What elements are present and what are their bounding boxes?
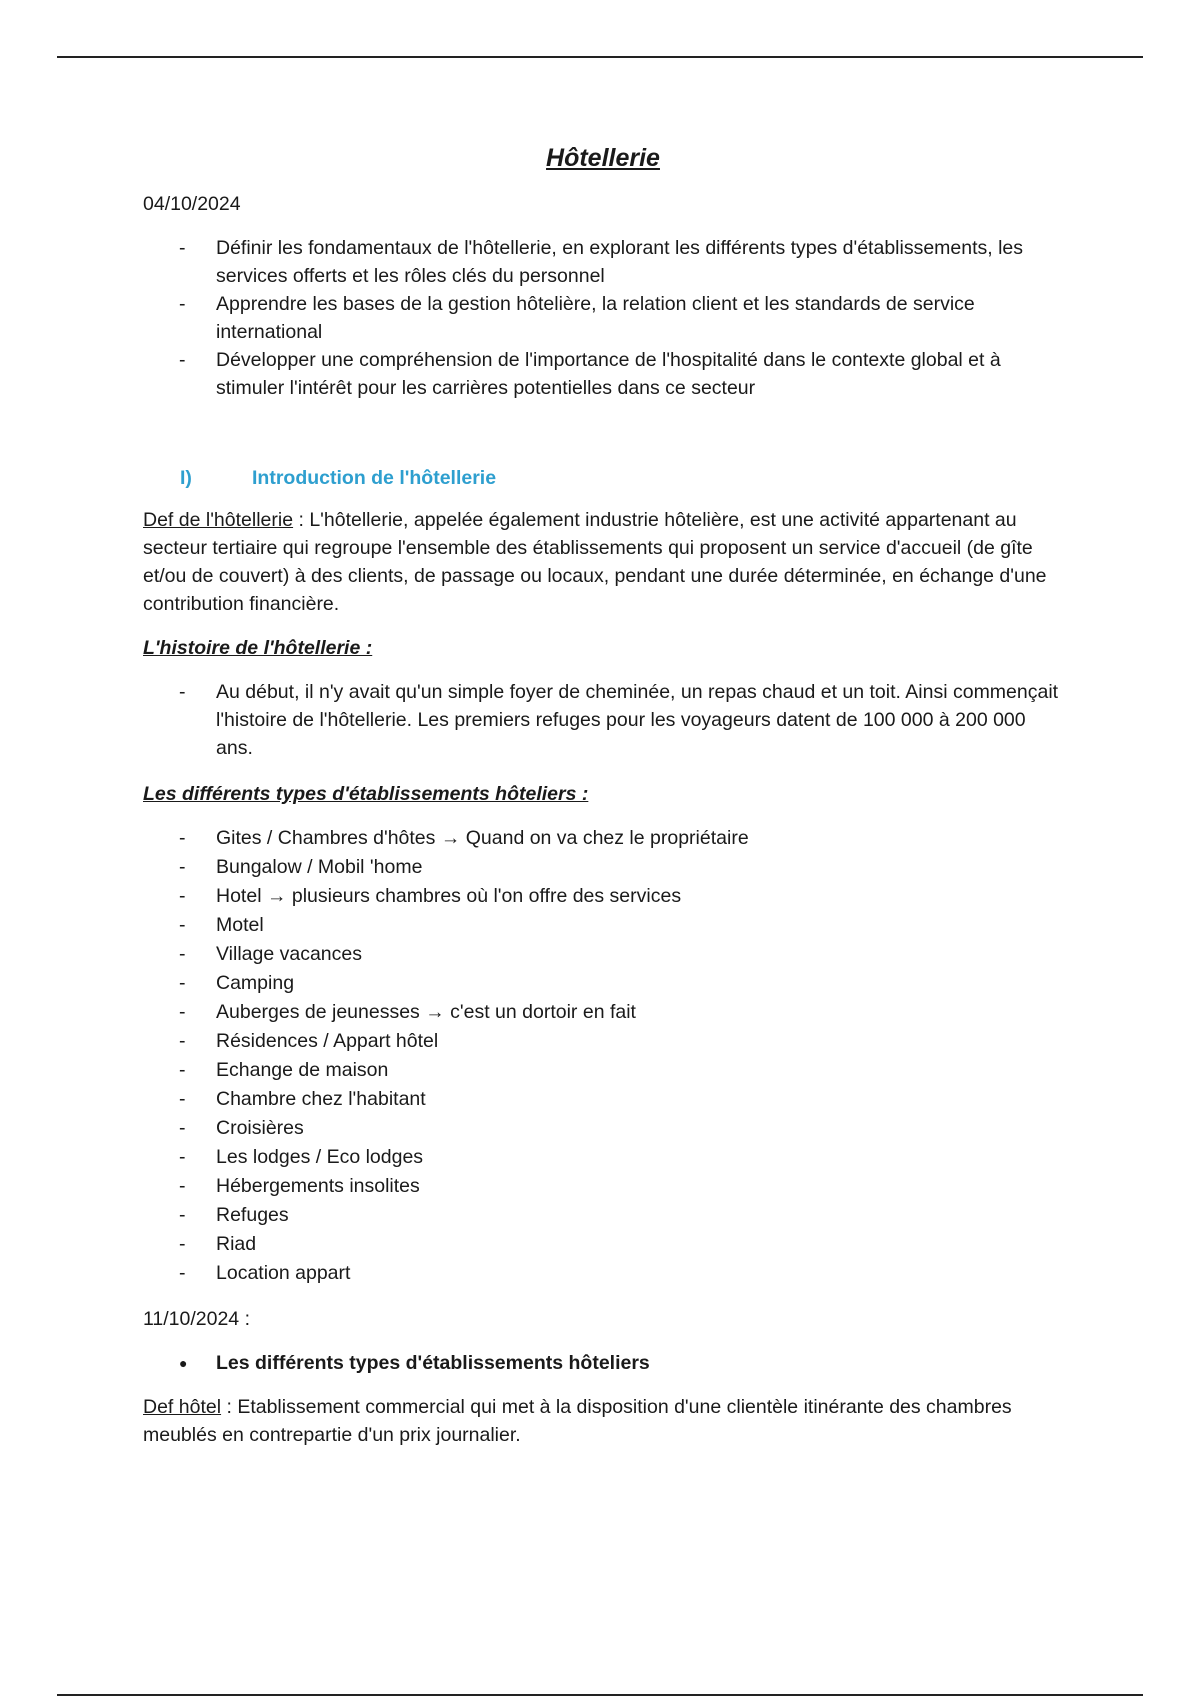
list-item: - Bungalow / Mobil 'home xyxy=(143,853,1063,881)
history-heading: L'histoire de l'hôtellerie : xyxy=(143,637,373,659)
section-title: Introduction de l'hôtellerie xyxy=(252,467,497,489)
list-item: - Location appart xyxy=(143,1259,1063,1287)
definition-label: Def de l'hôtellerie xyxy=(143,509,294,531)
list-item: - Croisières xyxy=(143,1114,1063,1142)
types-heading: Les différents types d'établissements hôteliers : xyxy=(143,783,589,805)
date-first: 04/10/2024 xyxy=(143,193,241,215)
date-second: 11/10/2024 : xyxy=(143,1308,250,1330)
objectives-list xyxy=(143,234,1063,402)
list-item: - Motel xyxy=(143,911,1063,939)
hotel-definition-text: : Etablissement commercial qui met à la disposition d'une clientèle itinérante des chambres meublés en contrepartie d'un prix journalier. xyxy=(143,1396,1012,1446)
list-item: - Résidences / Appart hôtel xyxy=(143,1027,1063,1055)
list-item: - Echange de maison xyxy=(143,1056,1063,1084)
list-item: - Développer une compréhension de l'importance de l'hospitalité dans le contexte global et à stimuler l'intérêt pour les carrières potentielles dans ce secteur xyxy=(143,346,1063,402)
list-item: - Hébergements insolites xyxy=(143,1172,1063,1200)
list-item: - Hotel → plusieurs chambres où l'on offre des services xyxy=(143,882,1063,910)
list-item: - Village vacances xyxy=(143,940,1063,968)
bullet-heading: ● Les différents types d'établissements hôteliers xyxy=(143,1349,1063,1377)
list-item: - Camping xyxy=(143,969,1063,997)
definition-text: : L'hôtellerie, appelée également industrie hôtelière, est une activité appartenant au secteur tertiaire qui regroupe l'ensemble des établissements qui proposent un service d'accueil (de gîte et/ou de couvert) à des clients, de passage ou locaux, pendant une durée déterminée, en échange d'une contribution financière. xyxy=(143,509,1047,615)
list-item: - Chambre chez l'habitant xyxy=(143,1085,1063,1113)
header-rule xyxy=(57,56,1143,58)
footer-rule xyxy=(57,1694,1143,1696)
section-heading-intro xyxy=(143,464,1063,492)
history-list xyxy=(143,678,1063,762)
section-number: I) xyxy=(180,467,192,489)
list-item: - Riad xyxy=(143,1230,1063,1258)
definition-paragraph xyxy=(143,506,1063,618)
list-item: - Auberges de jeunesses → c'est un dortoir en fait xyxy=(143,998,1063,1026)
hotel-definition-label: Def hôtel xyxy=(143,1396,222,1418)
document-title: Hôtellerie xyxy=(546,144,660,172)
list-item: - Refuges xyxy=(143,1201,1063,1229)
list-item: - Au début, il n'y avait qu'un simple foyer de cheminée, un repas chaud et un toit. Ainsi commençait l'histoire de l'hôtellerie. Les premiers refuges pour les voyageurs datent de 100 000 à 200 000 ans. xyxy=(143,678,1063,762)
list-item: - Apprendre les bases de la gestion hôtelière, la relation client et les standards de service international xyxy=(143,290,1063,346)
list-item: - Gites / Chambres d'hôtes → Quand on va chez le propriétaire xyxy=(143,824,1063,852)
list-item: - Définir les fondamentaux de l'hôtellerie, en explorant les différents types d'établissements, les services offerts et les rôles clés du personnel xyxy=(143,234,1063,290)
bullet-list xyxy=(143,1349,1063,1377)
types-list xyxy=(143,824,1063,1287)
list-item: - Les lodges / Eco lodges xyxy=(143,1143,1063,1171)
document-body xyxy=(143,140,1063,1465)
hotel-definition-paragraph xyxy=(143,1393,1063,1449)
